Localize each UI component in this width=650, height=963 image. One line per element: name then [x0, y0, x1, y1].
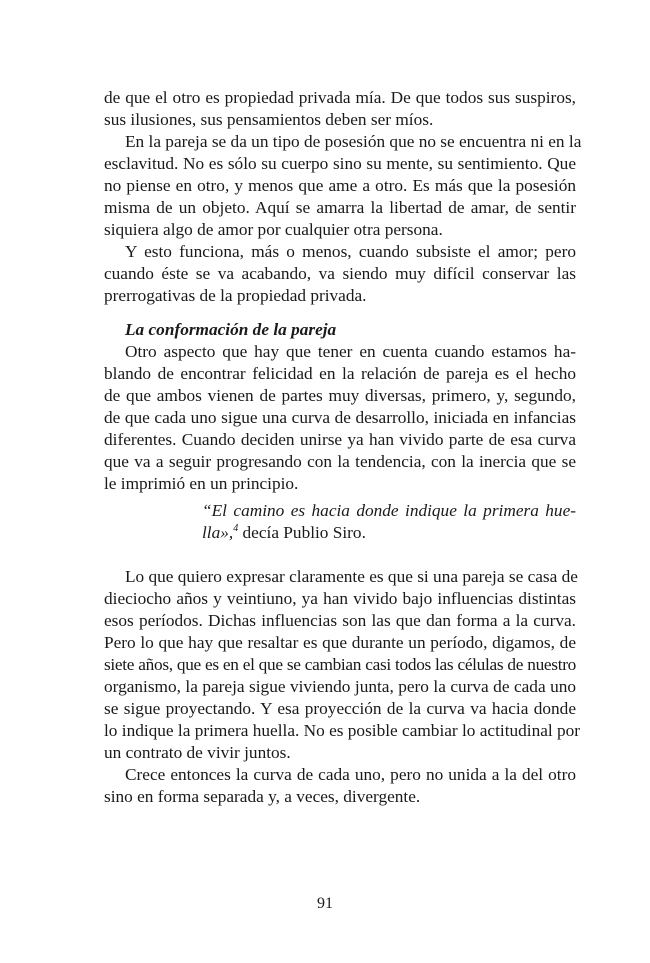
section-heading: La conformación de la pareja: [125, 320, 337, 339]
paragraph-4-line: blando de encontrar felicidad en la relación de pareja es el hecho: [104, 364, 576, 383]
quote-line: “El camino es hacia donde indique la primera hue-: [202, 501, 576, 520]
quote-attribution: [202, 522, 366, 544]
paragraph-5-line: siete años, que es en el que se cambian casi todos las células de nuestro: [104, 655, 576, 674]
paragraph-5-line: dieciocho años y veintiuno, ya han vivido bajo influencias distintas: [104, 589, 576, 608]
page-number: 91: [317, 895, 333, 912]
footnote-reference[interactable]: 4: [233, 523, 239, 535]
paragraph-4-line: le imprimió en un principio.: [104, 474, 299, 493]
paragraph-5-line: organismo, la pareja sigue viviendo junta, pero la curva de cada uno: [104, 677, 576, 696]
paragraph-2-line: esclavitud. No es sólo su cuerpo sino su mente, su sentimiento. Que: [104, 154, 576, 173]
paragraph-4-line: de que ambos vienen de partes muy diversas, primero, y, segundo,: [104, 386, 576, 405]
paragraph-2-line: En la pareja se da un tipo de posesión que no se encuentra ni en la: [125, 132, 582, 151]
paragraph-2-line: siquiera algo de amor por cualquier otra persona.: [104, 220, 443, 239]
paragraph-3-line: prerrogativas de la propiedad privada.: [104, 286, 367, 305]
paragraph-4-line: de que cada uno sigue una curva de desarrollo, iniciada en infancias: [104, 408, 576, 427]
paragraph-3-line: cuando éste se va acabando, va siendo muy difícil conservar las: [104, 264, 576, 283]
paragraph-5-line: se sigue proyectando. Y esa proyección de la curva va hacia donde: [104, 699, 576, 718]
paragraph-6-line: Crece entonces la curva de cada uno, pero no unida a la del otro: [125, 765, 576, 784]
paragraph-5-line: un contrato de vivir juntos.: [104, 743, 291, 762]
paragraph-1-line: sus ilusiones, sus pensamientos deben ser míos.: [104, 110, 434, 129]
paragraph-2-line: misma de un objeto. Aquí se amarra la libertad de amar, de sentir: [104, 198, 576, 217]
quote-end: lla»,: [202, 523, 234, 542]
paragraph-4-line: Otro aspecto que hay que tener en cuenta cuando estamos ha-: [125, 342, 576, 361]
paragraph-6-line: sino en forma separada y, a veces, divergente.: [104, 787, 421, 806]
paragraph-4-line: que va a seguir progresando con la tendencia, con la inercia que se: [104, 452, 576, 471]
paragraph-1-line: de que el otro es propiedad privada mía. De que todos sus suspiros,: [104, 88, 576, 107]
quote-author: decía Publio Siro.: [238, 523, 366, 542]
paragraph-5-line: Pero lo que hay que resaltar es que durante un período, digamos, de: [104, 633, 576, 652]
paragraph-5-line: Lo que quiero expresar claramente es que si una pareja se casa de: [125, 567, 578, 586]
paragraph-2-line: no piense en otro, y menos que ame a otro. Es más que la posesión: [104, 176, 576, 195]
paragraph-4-line: diferentes. Cuando deciden unirse ya han vivido parte de esa curva: [104, 430, 576, 449]
paragraph-5-line: lo indique la primera huella. No es posible cambiar lo actitudinal por: [104, 721, 581, 740]
paragraph-5-line: esos períodos. Dichas influencias son las que dan forma a la curva.: [104, 611, 576, 630]
paragraph-3-line: Y esto funciona, más o menos, cuando subsiste el amor; pero: [125, 242, 576, 261]
